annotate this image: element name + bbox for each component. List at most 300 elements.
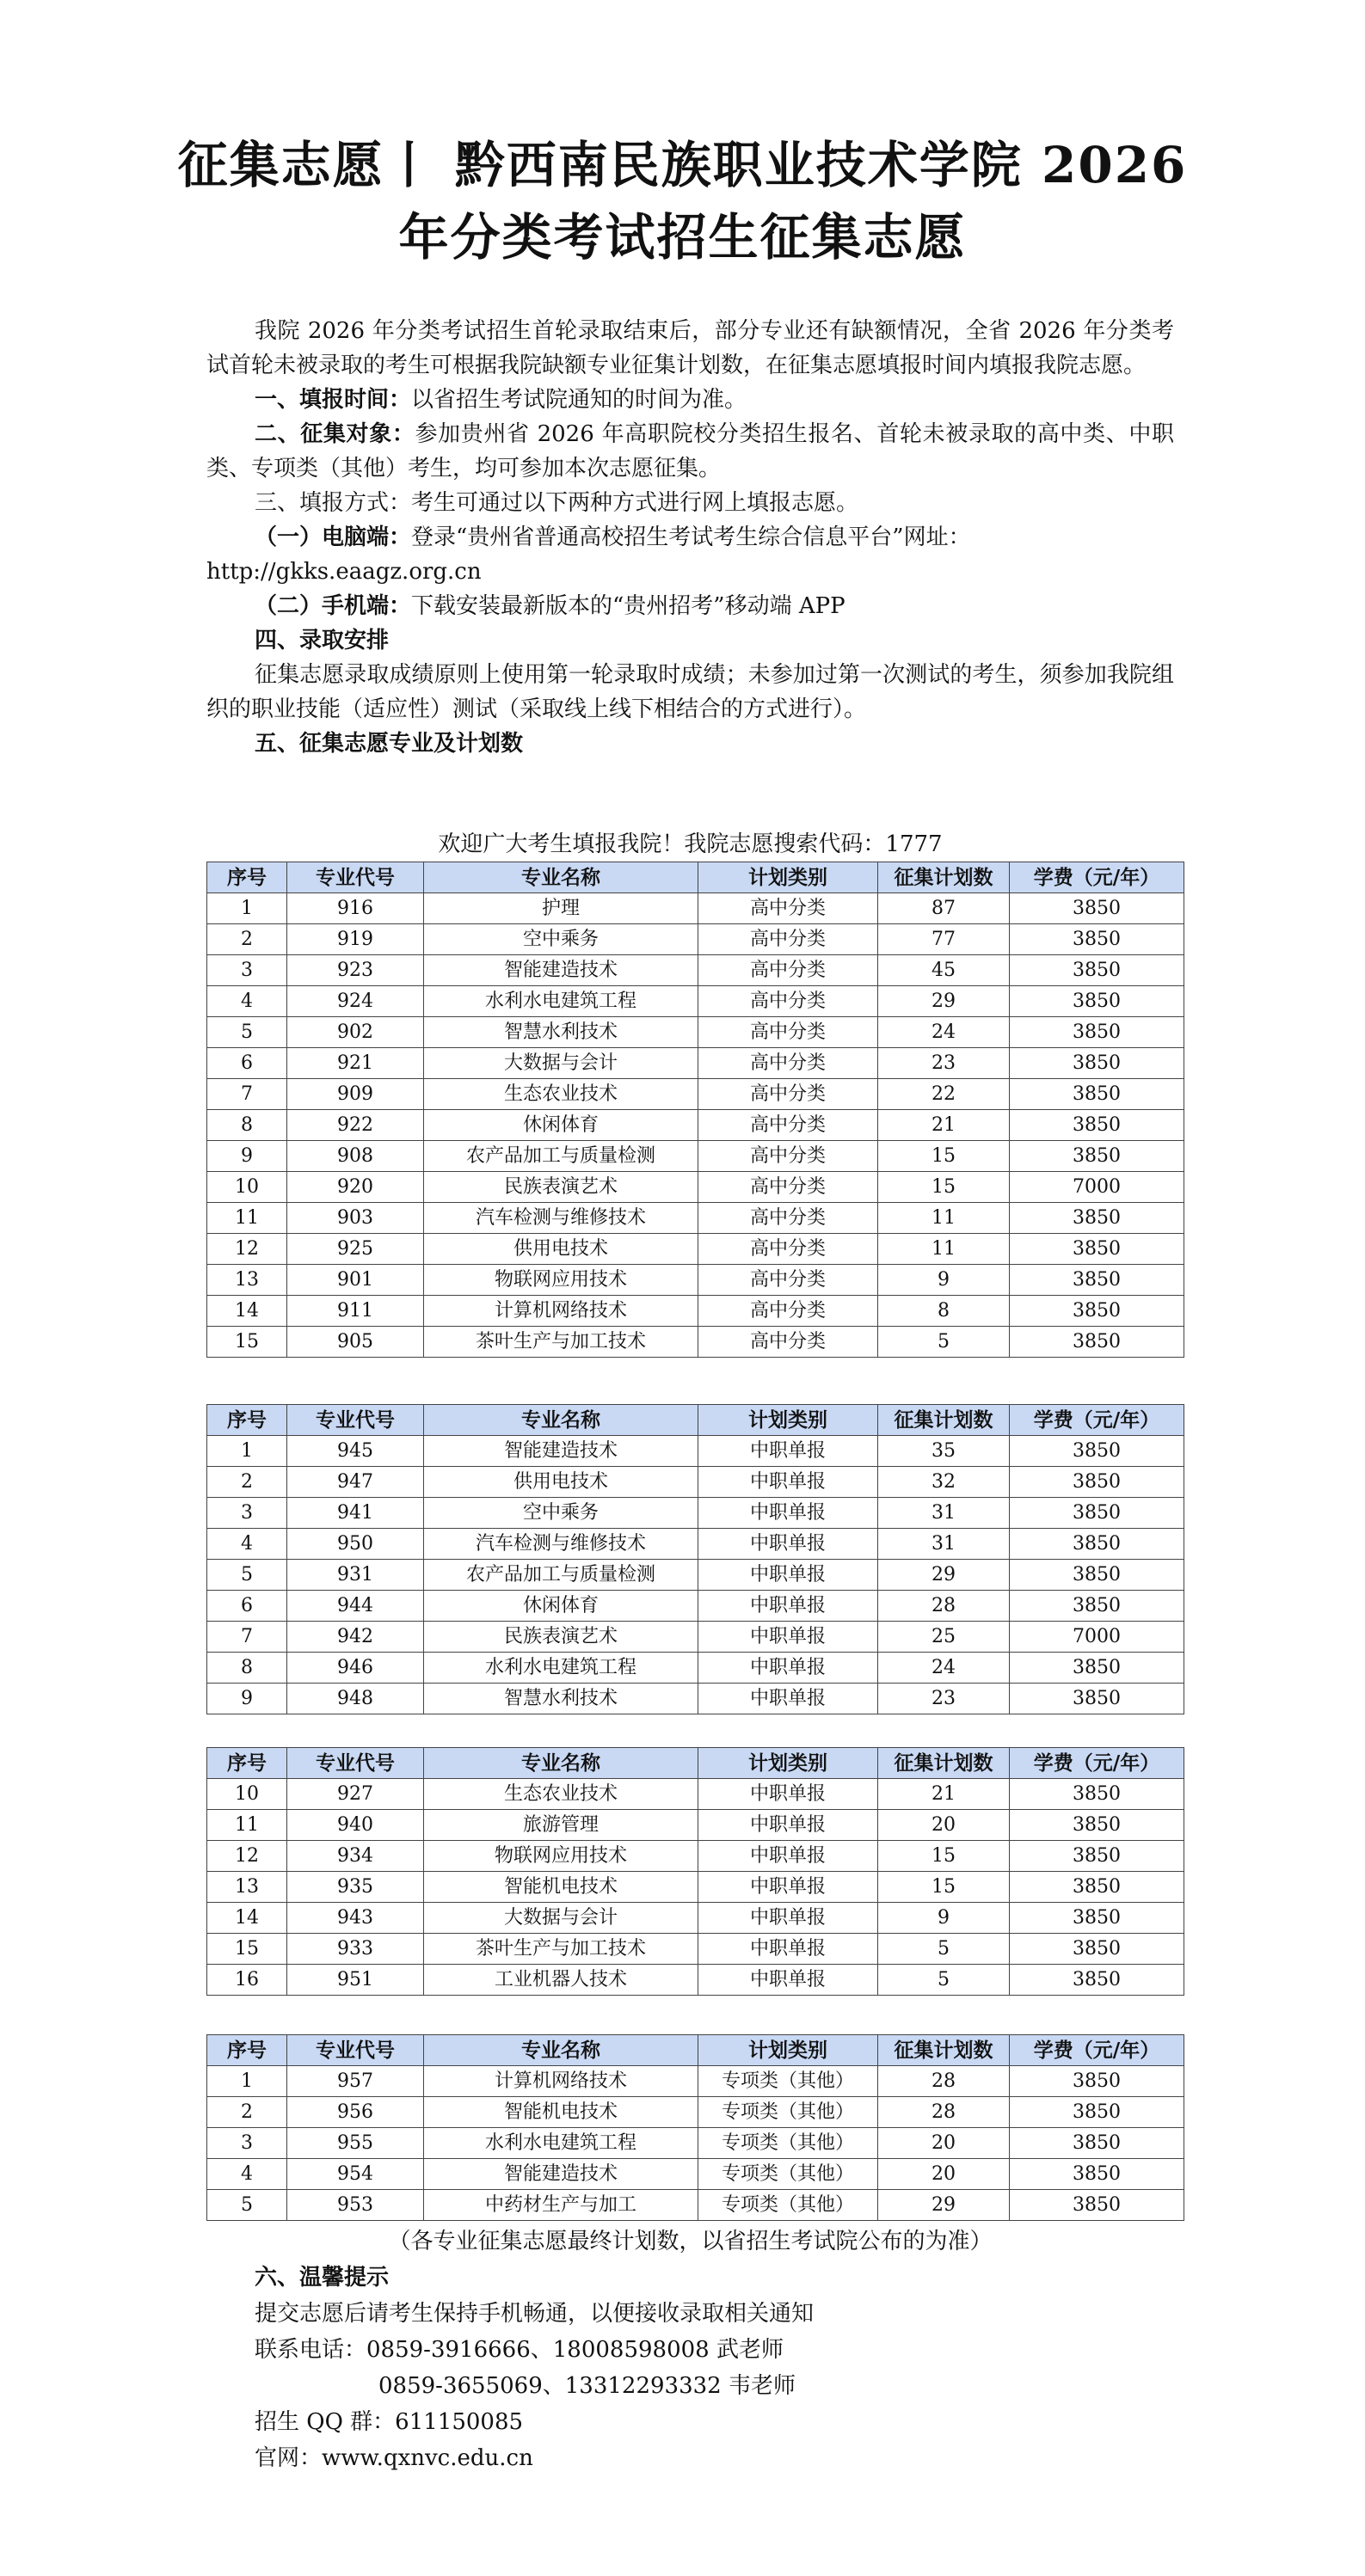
cell-row-index: 4 [207, 1529, 287, 1560]
section-pc-text: 登录“贵州省普通高校招生考试考生综合信息平台”网址： [411, 524, 971, 550]
cell-row-index: 6 [207, 1591, 287, 1622]
cell-plan-category: 高中分类 [698, 1265, 878, 1296]
section-admission-text: 征集志愿录取成绩原则上使用第一轮录取时成绩；未参加过第一次测试的考生，须参加我院组织的职业技能（适应性）测试（采取线上线下相结合的方式进行）。 [206, 662, 1174, 722]
cell-major-code: 923 [287, 955, 424, 986]
cell-major-code: 921 [287, 1048, 424, 1079]
cell-plan-category: 中职单报 [698, 1622, 878, 1653]
cell-plan-count: 15 [878, 1872, 1010, 1903]
welcome-line: 欢迎广大考生填报我院！我院志愿搜索代码：1777 [438, 831, 943, 857]
cell-row-index: 13 [207, 1872, 287, 1903]
column-header-plan-category: 计划类别 [698, 862, 878, 893]
cell-plan-category: 高中分类 [698, 1296, 878, 1327]
page-title-line2: 年分类考试招生征集志愿 [398, 208, 967, 267]
table-row [207, 1841, 1184, 1872]
cell-major-code: 956 [287, 2097, 424, 2128]
cell-plan-count: 11 [878, 1203, 1010, 1234]
cell-major-name: 物联网应用技术 [424, 1265, 698, 1296]
cell-major-code: 924 [287, 986, 424, 1017]
cell-major-name: 智能建造技术 [424, 1436, 698, 1467]
cell-major-name: 生态农业技术 [424, 1779, 698, 1810]
table-row [207, 955, 1184, 986]
cell-tuition: 3850 [1010, 2159, 1184, 2190]
cell-plan-count: 31 [878, 1498, 1010, 1529]
cell-plan-count: 22 [878, 1079, 1010, 1110]
cell-plan-count: 35 [878, 1436, 1010, 1467]
cell-major-name: 水利水电建筑工程 [424, 2128, 698, 2159]
cell-plan-count: 9 [878, 1903, 1010, 1934]
cell-plan-category: 高中分类 [698, 893, 878, 924]
section-time-label: 一、填报时间： [255, 387, 412, 413]
cell-row-index: 3 [207, 955, 287, 986]
cell-plan-category: 高中分类 [698, 1017, 878, 1048]
cell-major-code: 945 [287, 1436, 424, 1467]
section-admission-title: 四、录取安排 [255, 628, 390, 653]
cell-plan-count: 20 [878, 1810, 1010, 1841]
cell-tuition: 3850 [1010, 1965, 1184, 1996]
cell-row-index: 14 [207, 1903, 287, 1934]
cell-plan-count: 28 [878, 1591, 1010, 1622]
cell-row-index: 7 [207, 1079, 287, 1110]
cell-tuition: 3850 [1010, 2190, 1184, 2221]
cell-plan-count: 5 [878, 1934, 1010, 1965]
cell-plan-category: 中职单报 [698, 1591, 878, 1622]
cell-major-code: 909 [287, 1079, 424, 1110]
cell-tuition: 7000 [1010, 1622, 1184, 1653]
column-header-major-name: 专业名称 [424, 1748, 698, 1779]
intro-paragraph: 我院 2026 年分类考试招生首轮录取结束后，部分专业还有缺额情况，全省 2026 年分类考试首轮未被录取的考生可根据我院缺额专业征集计划数，在征集志愿填报时间内填报我院志愿。 [206, 318, 1174, 378]
cell-plan-category: 中职单报 [698, 1779, 878, 1810]
cell-tuition: 3850 [1010, 2066, 1184, 2097]
column-header-plan-count: 征集计划数 [878, 2035, 1010, 2066]
cell-tuition: 3850 [1010, 1234, 1184, 1265]
cell-plan-count: 8 [878, 1296, 1010, 1327]
cell-row-index: 2 [207, 924, 287, 955]
column-header-row-index: 序号 [207, 862, 287, 893]
cell-major-code: 919 [287, 924, 424, 955]
cell-major-code: 935 [287, 1872, 424, 1903]
qq-group: 招生 QQ 群：611150085 [255, 2409, 524, 2435]
cell-plan-category: 中职单报 [698, 1810, 878, 1841]
cell-row-index: 3 [207, 1498, 287, 1529]
cell-plan-count: 15 [878, 1141, 1010, 1172]
cell-row-index: 10 [207, 1779, 287, 1810]
cell-plan-category: 高中分类 [698, 1172, 878, 1203]
section-mobile-text: 下载安装最新版本的“贵州招考”移动端 APP [411, 593, 845, 619]
column-header-row-index: 序号 [207, 1748, 287, 1779]
cell-tuition: 3850 [1010, 1591, 1184, 1622]
cell-row-index: 1 [207, 893, 287, 924]
cell-major-name: 空中乘务 [424, 1498, 698, 1529]
cell-major-name: 智能建造技术 [424, 2159, 698, 2190]
cell-tuition: 3850 [1010, 1903, 1184, 1934]
column-header-major-name: 专业名称 [424, 862, 698, 893]
column-header-plan-count: 征集计划数 [878, 862, 1010, 893]
cell-major-code: 908 [287, 1141, 424, 1172]
cell-row-index: 5 [207, 1560, 287, 1591]
column-header-major-code: 专业代号 [287, 1748, 424, 1779]
cell-major-code: 944 [287, 1591, 424, 1622]
column-header-major-name: 专业名称 [424, 1405, 698, 1436]
cell-major-code: 955 [287, 2128, 424, 2159]
table-row [207, 1327, 1184, 1358]
table-row [207, 893, 1184, 924]
cell-tuition: 3850 [1010, 955, 1184, 986]
section-plan-title: 五、征集志愿专业及计划数 [255, 731, 524, 757]
cell-plan-count: 5 [878, 1327, 1010, 1358]
cell-plan-category: 中职单报 [698, 1841, 878, 1872]
cell-major-name: 智能机电技术 [424, 2097, 698, 2128]
cell-plan-category: 中职单报 [698, 1560, 878, 1591]
cell-tuition: 3850 [1010, 1048, 1184, 1079]
cell-major-code: 911 [287, 1296, 424, 1327]
cell-plan-count: 32 [878, 1467, 1010, 1498]
cell-row-index: 15 [207, 1327, 287, 1358]
section-target-text: 参加贵州省 2026 年高职院校分类招生报名、首轮未被录取的高中类、中职类、专项类（其他）考生，均可参加本次志愿征集。 [206, 421, 1174, 481]
cell-row-index: 10 [207, 1172, 287, 1203]
table-row [207, 1234, 1184, 1265]
column-header-major-name: 专业名称 [424, 2035, 698, 2066]
cell-row-index: 8 [207, 1653, 287, 1684]
cell-major-name: 旅游管理 [424, 1810, 698, 1841]
cell-plan-category: 高中分类 [698, 924, 878, 955]
cell-plan-count: 15 [878, 1172, 1010, 1203]
table-row [207, 1017, 1184, 1048]
cell-row-index: 11 [207, 1810, 287, 1841]
cell-major-name: 计算机网络技术 [424, 2066, 698, 2097]
cell-major-name: 休闲体育 [424, 1110, 698, 1141]
cell-plan-category: 高中分类 [698, 1327, 878, 1358]
cell-major-code: 902 [287, 1017, 424, 1048]
column-header-row-index: 序号 [207, 1405, 287, 1436]
cell-plan-category: 中职单报 [698, 1872, 878, 1903]
table-row [207, 1965, 1184, 1996]
column-header-plan-category: 计划类别 [698, 2035, 878, 2066]
cell-plan-category: 专项类（其他） [698, 2190, 878, 2221]
cell-row-index: 9 [207, 1684, 287, 1714]
table-row [207, 1903, 1184, 1934]
table-row [207, 1622, 1184, 1653]
cell-row-index: 3 [207, 2128, 287, 2159]
cell-plan-count: 28 [878, 2097, 1010, 2128]
cell-row-index: 4 [207, 986, 287, 1017]
notice-body [206, 314, 1174, 761]
section-time [206, 383, 1174, 417]
cell-major-code: 922 [287, 1110, 424, 1141]
cell-row-index: 11 [207, 1203, 287, 1234]
table-row [207, 1110, 1184, 1141]
column-header-major-code: 专业代号 [287, 2035, 424, 2066]
cell-tuition: 3850 [1010, 1203, 1184, 1234]
cell-plan-count: 87 [878, 893, 1010, 924]
plan-footnote: （各专业征集志愿最终计划数，以省招生考试院公布的为准） [388, 2229, 993, 2254]
cell-major-code: 950 [287, 1529, 424, 1560]
cell-major-code: 951 [287, 1965, 424, 1996]
cell-plan-category: 高中分类 [698, 1234, 878, 1265]
tips-section [206, 2260, 1174, 2476]
table-row [207, 1467, 1184, 1498]
cell-tuition: 3850 [1010, 1810, 1184, 1841]
column-header-plan-category: 计划类别 [698, 1748, 878, 1779]
cell-major-name: 智慧水利技术 [424, 1017, 698, 1048]
cell-plan-category: 高中分类 [698, 1110, 878, 1141]
cell-plan-count: 24 [878, 1017, 1010, 1048]
cell-plan-count: 29 [878, 1560, 1010, 1591]
cell-tuition: 3850 [1010, 2097, 1184, 2128]
cell-plan-count: 45 [878, 955, 1010, 986]
table-row [207, 986, 1184, 1017]
cell-plan-count: 31 [878, 1529, 1010, 1560]
column-header-major-code: 专业代号 [287, 862, 424, 893]
contact-phone-2: 0859-3655069、13312293332 韦老师 [378, 2373, 796, 2399]
table-row [207, 1436, 1184, 1467]
cell-major-name: 农产品加工与质量检测 [424, 1141, 698, 1172]
cell-plan-count: 23 [878, 1048, 1010, 1079]
cell-row-index: 12 [207, 1841, 287, 1872]
cell-plan-count: 20 [878, 2159, 1010, 2190]
table-row [207, 1810, 1184, 1841]
cell-major-code: 953 [287, 2190, 424, 2221]
cell-tuition: 3850 [1010, 2128, 1184, 2159]
cell-major-name: 汽车检测与维修技术 [424, 1529, 698, 1560]
cell-plan-category: 专项类（其他） [698, 2097, 878, 2128]
table-row [207, 2128, 1184, 2159]
cell-major-name: 汽车检测与维修技术 [424, 1203, 698, 1234]
cell-plan-category: 专项类（其他） [698, 2159, 878, 2190]
cell-major-code: 901 [287, 1265, 424, 1296]
cell-plan-count: 11 [878, 1234, 1010, 1265]
table-row [207, 1172, 1184, 1203]
cell-major-name: 民族表演艺术 [424, 1622, 698, 1653]
table-row [207, 1560, 1184, 1591]
cell-major-name: 供用电技术 [424, 1467, 698, 1498]
table-row [207, 1872, 1184, 1903]
section-time-text: 以省招生考试院通知的时间为准。 [411, 387, 747, 413]
cell-major-code: 934 [287, 1841, 424, 1872]
table-row [207, 1265, 1184, 1296]
cell-tuition: 3850 [1010, 893, 1184, 924]
cell-plan-category: 中职单报 [698, 1498, 878, 1529]
cell-plan-category: 高中分类 [698, 1203, 878, 1234]
table-header-row [207, 2035, 1184, 2066]
table-header-row [207, 862, 1184, 893]
cell-major-code: 903 [287, 1203, 424, 1234]
pc-url-link[interactable]: http://gkks.eaagz.org.cn [206, 559, 482, 585]
cell-major-code: 948 [287, 1684, 424, 1714]
cell-tuition: 3850 [1010, 1296, 1184, 1327]
cell-plan-category: 中职单报 [698, 1903, 878, 1934]
table-row [207, 1653, 1184, 1684]
column-header-tuition: 学费（元/年） [1010, 1748, 1184, 1779]
cell-row-index: 2 [207, 2097, 287, 2128]
plan-table-special [206, 2034, 1184, 2221]
table-row [207, 1203, 1184, 1234]
cell-major-code: 940 [287, 1810, 424, 1841]
column-header-tuition: 学费（元/年） [1010, 1405, 1184, 1436]
cell-tuition: 3850 [1010, 1779, 1184, 1810]
column-header-tuition: 学费（元/年） [1010, 2035, 1184, 2066]
cell-plan-count: 29 [878, 2190, 1010, 2221]
cell-plan-category: 中职单报 [698, 1529, 878, 1560]
column-header-plan-category: 计划类别 [698, 1405, 878, 1436]
cell-plan-category: 中职单报 [698, 1467, 878, 1498]
table-row [207, 1779, 1184, 1810]
cell-row-index: 12 [207, 1234, 287, 1265]
cell-tuition: 3850 [1010, 1841, 1184, 1872]
cell-major-code: 925 [287, 1234, 424, 1265]
section-pc-label: （一）电脑端： [255, 524, 412, 550]
cell-plan-category: 高中分类 [698, 986, 878, 1017]
cell-tuition: 3850 [1010, 1560, 1184, 1591]
cell-major-name: 水利水电建筑工程 [424, 986, 698, 1017]
cell-tuition: 7000 [1010, 1172, 1184, 1203]
cell-row-index: 5 [207, 1017, 287, 1048]
section-pc [206, 520, 1174, 555]
cell-major-name: 大数据与会计 [424, 1048, 698, 1079]
cell-row-index: 1 [207, 1436, 287, 1467]
cell-major-code: 941 [287, 1498, 424, 1529]
cell-major-name: 智能建造技术 [424, 955, 698, 986]
table-row [207, 1529, 1184, 1560]
cell-major-code: 954 [287, 2159, 424, 2190]
tips-title: 六、温馨提示 [255, 2265, 390, 2291]
cell-row-index: 1 [207, 2066, 287, 2097]
column-header-tuition: 学费（元/年） [1010, 862, 1184, 893]
cell-major-name: 农产品加工与质量检测 [424, 1560, 698, 1591]
table-row [207, 2159, 1184, 2190]
cell-tuition: 3850 [1010, 924, 1184, 955]
cell-plan-count: 20 [878, 2128, 1010, 2159]
cell-row-index: 2 [207, 1467, 287, 1498]
cell-major-name: 民族表演艺术 [424, 1172, 698, 1203]
table-header-row [207, 1405, 1184, 1436]
cell-major-name: 空中乘务 [424, 924, 698, 955]
section-target-label: 二、征集对象： [255, 421, 415, 447]
cell-plan-count: 21 [878, 1779, 1010, 1810]
column-header-plan-count: 征集计划数 [878, 1748, 1010, 1779]
cell-tuition: 3850 [1010, 1529, 1184, 1560]
cell-plan-count: 9 [878, 1265, 1010, 1296]
tips-notice: 提交志愿后请考生保持手机畅通，以便接收录取相关通知 [255, 2301, 815, 2327]
cell-plan-category: 中职单报 [698, 1934, 878, 1965]
cell-tuition: 3850 [1010, 1872, 1184, 1903]
column-header-plan-count: 征集计划数 [878, 1405, 1010, 1436]
cell-major-name: 工业机器人技术 [424, 1965, 698, 1996]
cell-major-name: 休闲体育 [424, 1591, 698, 1622]
cell-plan-count: 77 [878, 924, 1010, 955]
cell-major-name: 供用电技术 [424, 1234, 698, 1265]
cell-tuition: 3850 [1010, 986, 1184, 1017]
cell-major-name: 中药材生产与加工 [424, 2190, 698, 2221]
cell-major-name: 大数据与会计 [424, 1903, 698, 1934]
cell-major-code: 933 [287, 1934, 424, 1965]
section-target [206, 417, 1174, 486]
cell-major-code: 947 [287, 1467, 424, 1498]
cell-major-code: 942 [287, 1622, 424, 1653]
table-row [207, 1296, 1184, 1327]
cell-row-index: 4 [207, 2159, 287, 2190]
cell-tuition: 3850 [1010, 1079, 1184, 1110]
cell-row-index: 7 [207, 1622, 287, 1653]
table-row [207, 1141, 1184, 1172]
cell-major-name: 物联网应用技术 [424, 1841, 698, 1872]
cell-major-name: 生态农业技术 [424, 1079, 698, 1110]
cell-tuition: 3850 [1010, 1327, 1184, 1358]
cell-row-index: 6 [207, 1048, 287, 1079]
cell-major-name: 智慧水利技术 [424, 1684, 698, 1714]
cell-major-name: 护理 [424, 893, 698, 924]
plan-table-vocational-2 [206, 1747, 1184, 1996]
page-title-line1: 征集志愿丨 黔西南民族职业技术学院 2026 [177, 136, 1188, 194]
cell-plan-category: 中职单报 [698, 1653, 878, 1684]
cell-major-code: 920 [287, 1172, 424, 1203]
official-website-link[interactable]: 官网：www.qxnvc.edu.cn [255, 2445, 533, 2471]
table-row [207, 2066, 1184, 2097]
cell-row-index: 15 [207, 1934, 287, 1965]
cell-plan-category: 中职单报 [698, 1436, 878, 1467]
cell-row-index: 8 [207, 1110, 287, 1141]
cell-plan-category: 高中分类 [698, 1141, 878, 1172]
table-row [207, 1048, 1184, 1079]
cell-major-name: 茶叶生产与加工技术 [424, 1934, 698, 1965]
cell-plan-category: 高中分类 [698, 1079, 878, 1110]
cell-tuition: 3850 [1010, 1017, 1184, 1048]
cell-plan-count: 25 [878, 1622, 1010, 1653]
cell-plan-count: 5 [878, 1965, 1010, 1996]
cell-plan-category: 专项类（其他） [698, 2128, 878, 2159]
contact-phone-1: 联系电话：0859-3916666、18008598008 武老师 [255, 2337, 784, 2363]
section-method: 三、填报方式：考生可通过以下两种方式进行网上填报志愿。 [255, 490, 859, 516]
cell-tuition: 3850 [1010, 1684, 1184, 1714]
table-row [207, 2190, 1184, 2221]
cell-tuition: 3850 [1010, 1467, 1184, 1498]
column-header-row-index: 序号 [207, 2035, 287, 2066]
table-row [207, 1079, 1184, 1110]
cell-plan-category: 高中分类 [698, 955, 878, 986]
cell-tuition: 3850 [1010, 1265, 1184, 1296]
table-row [207, 1684, 1184, 1714]
cell-major-name: 计算机网络技术 [424, 1296, 698, 1327]
cell-major-code: 916 [287, 893, 424, 924]
cell-plan-category: 高中分类 [698, 1048, 878, 1079]
cell-major-code: 946 [287, 1653, 424, 1684]
cell-plan-category: 中职单报 [698, 1965, 878, 1996]
cell-major-name: 水利水电建筑工程 [424, 1653, 698, 1684]
cell-major-code: 957 [287, 2066, 424, 2097]
cell-tuition: 3850 [1010, 1653, 1184, 1684]
cell-plan-count: 29 [878, 986, 1010, 1017]
table-row [207, 1591, 1184, 1622]
plan-table-vocational-1 [206, 1404, 1184, 1714]
cell-tuition: 3850 [1010, 1110, 1184, 1141]
column-header-major-code: 专业代号 [287, 1405, 424, 1436]
cell-tuition: 3850 [1010, 1436, 1184, 1467]
cell-row-index: 5 [207, 2190, 287, 2221]
cell-plan-count: 28 [878, 2066, 1010, 2097]
cell-plan-count: 23 [878, 1684, 1010, 1714]
table-row [207, 1934, 1184, 1965]
table-row [207, 2097, 1184, 2128]
cell-major-code: 927 [287, 1779, 424, 1810]
cell-plan-count: 15 [878, 1841, 1010, 1872]
section-mobile [206, 589, 1174, 623]
cell-plan-category: 中职单报 [698, 1684, 878, 1714]
table-row [207, 924, 1184, 955]
cell-row-index: 16 [207, 1965, 287, 1996]
section-mobile-label: （二）手机端： [255, 593, 412, 619]
cell-row-index: 14 [207, 1296, 287, 1327]
plan-table-high-school [206, 862, 1184, 1358]
cell-tuition: 3850 [1010, 1498, 1184, 1529]
